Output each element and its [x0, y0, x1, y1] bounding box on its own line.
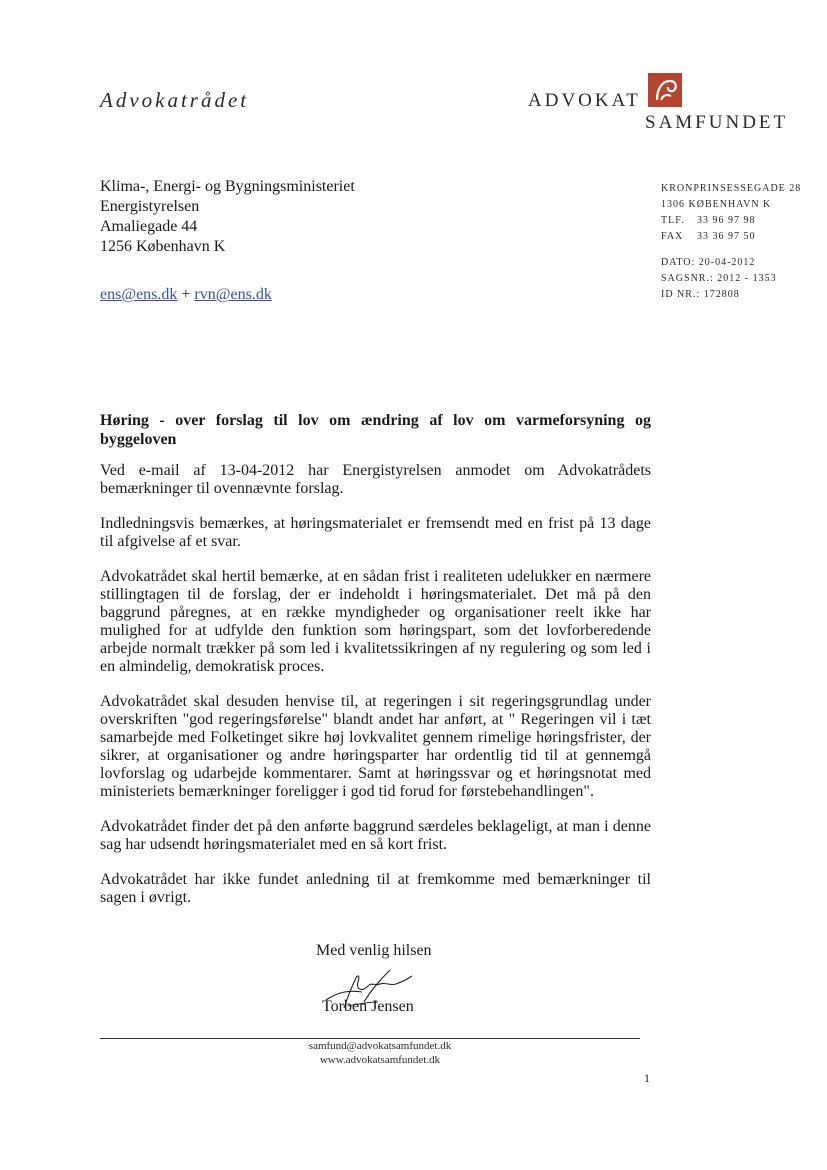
sender-fax — [661, 229, 801, 245]
case-number: SAGSNR.: 2012 - 1353 — [661, 273, 777, 284]
advokatsamfundet-logo-line1: ADVOKAT — [528, 90, 641, 111]
fax-label: FAX — [661, 231, 684, 242]
phone-label: TLF. — [661, 215, 685, 226]
page-number: 1 — [644, 1071, 650, 1085]
advokatsamfundet-logo-line2: SAMFUNDET — [645, 112, 789, 133]
footer — [0, 1039, 760, 1067]
email-link-ens[interactable]: ens@ens.dk — [100, 286, 178, 303]
advokatraadet-logo: Advokatrådet — [100, 88, 250, 112]
footer-website[interactable]: www.advokatsamfundet.dk — [319, 1054, 441, 1066]
signer-name: Torben Jensen — [322, 998, 414, 1015]
recipient-line: Klima-, Energi- og Bygningsministeriet — [100, 178, 355, 195]
body-paragraph: Indledningsvis bemærkes, at høringsmaterialet er fremsendt med en frist på 13 dage til afgivelse af et svar. — [100, 515, 651, 550]
letter-date: DATO: 20-04-2012 — [661, 257, 756, 268]
letter-body — [100, 462, 651, 924]
closing-greeting: Med venlig hilsen — [316, 942, 432, 959]
email-link-rvn[interactable]: rvn@ens.dk — [194, 286, 272, 303]
sender-info — [661, 181, 801, 303]
recipient-address — [100, 177, 355, 257]
footer-email[interactable]: samfund@advokatsamfundet.dk — [308, 1040, 452, 1052]
body-paragraph: Ved e-mail af 13-04-2012 har Energistyrelsen anmodet om Advokatrådets bemærkninger til ovennævnte forslag. — [100, 462, 651, 497]
sender-phone — [661, 213, 801, 229]
advokatsamfundet-emblem-icon — [648, 73, 682, 107]
recipient-line: Energistyrelsen — [100, 198, 200, 215]
recipient-line: Amaliegade 44 — [100, 218, 198, 235]
body-paragraph: Advokatrådet har ikke fundet anledning til at fremkomme med bemærkninger til sagen i øvrigt. — [100, 871, 651, 906]
phone-value: 33 96 97 98 — [697, 215, 756, 226]
id-number: ID NR.: 172808 — [661, 289, 740, 300]
body-paragraph: Advokatrådet skal hertil bemærke, at en sådan frist i realiteten udelukker en nærmere stillingtagen til de forslag, der er indeholdt i høringsmaterialet. Det må på den baggrund påregnes, at en række myndigheder og organisationer reelt ikke har mulighed for at udfylde den funktion som høringspart, som det lovforberedende arbejde normalt trækker på som led i kvalitetssikringen af ny regulering og som led i en almindelig, demokratisk proces. — [100, 568, 651, 675]
sender-street: KRONPRINSESSEGADE 28 — [661, 183, 802, 194]
fax-value: 33 36 97 50 — [697, 231, 756, 242]
recipient-emails — [100, 286, 272, 304]
body-paragraph: Advokatrådet skal desuden henvise til, at regeringen i sit regeringsgrundlag under overskriften "god regeringsførelse" blandt andet har anført, at " Regeringen vil i tæt samarbejde med Folketinget sikre høj lovkvalitet gennem rimelige høringsfrister, der sikrer, at organisationer og andre høringsparter har ordentlig tid til at gennemgå lovforslag og udarbejde kommentarer. Samt at høringssvar og et høringsnotat med ministeriets bemærkninger foreligger i god tid forud for førstebehandlingen". — [100, 693, 651, 800]
recipient-line: 1256 København K — [100, 238, 226, 255]
body-paragraph: Advokatrådet finder det på den anførte baggrund særdeles beklageligt, at man i denne sag har udsendt høringsmaterialet med en så kort frist. — [100, 818, 651, 853]
email-separator: + — [181, 286, 191, 303]
sender-city: 1306 KØBENHAVN K — [661, 199, 772, 210]
letter-subject: Høring - over forslag til lov om ændring af lov om varmeforsyning og byggeloven — [100, 412, 651, 448]
